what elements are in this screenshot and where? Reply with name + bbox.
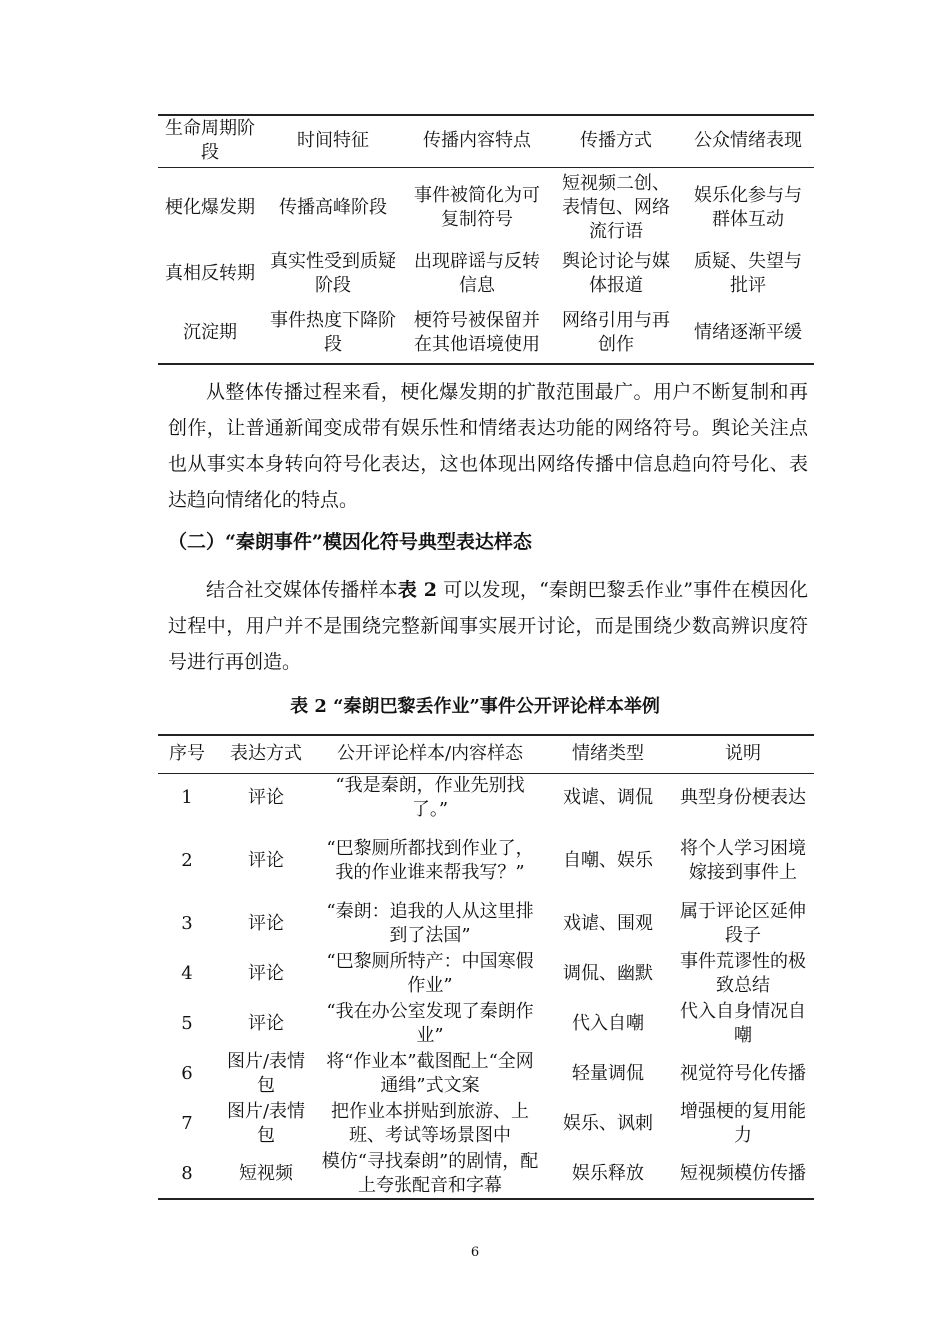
table-cell: 轻量调侃	[572, 1063, 644, 1084]
body-paragraph: 从整体传播过程来看，梗化爆发期的扩散范围最广。用户不断复制和再创作，让普通新闻变成带有娱乐性和情绪表达功能的网络符号。舆论关注点也从事实本身转向符号化表达，这也体现出网络传播中信息趋向符号化、表达趋向情绪化的特点。	[168, 381, 808, 511]
table-cell: 将个人学习困境嫁接到事件上	[680, 838, 806, 883]
table-header-cell: 序号	[158, 735, 216, 773]
table-cell: 出现辟谣与反转信息	[414, 250, 540, 296]
table-cell: 传播高峰阶段	[279, 196, 387, 218]
table-header-cell: 公开评论样本/内容样态	[316, 735, 544, 773]
table-cell: 视觉符号化传播	[680, 1063, 806, 1084]
table-cell: “我是秦朗，作业先别找了。”	[335, 775, 525, 821]
paragraph-text: 结合社交媒体传播样本	[206, 579, 398, 601]
table-cell: 评论	[248, 963, 284, 984]
table-cell: 自嘲、娱乐	[563, 850, 653, 871]
lifecycle-table	[158, 114, 814, 365]
table-cell: 2	[181, 850, 193, 871]
table-cell: 真相反转期	[165, 262, 255, 284]
table-cell: 娱乐化参与与群体互动	[694, 184, 802, 230]
table-row	[158, 167, 814, 244]
table-row	[158, 1049, 814, 1099]
paragraph-text: 可以发现，“秦朗巴黎丢作业”事件在模因化过程中，用户并不是围绕完整新闻事实展开讨论，而是围绕少数高辨识度符号进行再创造。	[168, 579, 808, 673]
comment-samples-table	[158, 734, 814, 1200]
table-cell: 6	[181, 1063, 193, 1084]
table-cell: 典型身份梗表达	[680, 787, 806, 809]
page-number: 6	[470, 1245, 480, 1260]
table-cell: 网络引用与再创作	[562, 310, 670, 355]
table-cell: 短视频二创、表情包、网络流行语	[562, 172, 670, 242]
table-cell: 模仿“寻找秦朗”的剧情，配上夸张配音和字幕	[321, 1150, 539, 1196]
table-cell: 沉淀期	[183, 322, 237, 343]
table-row	[158, 1149, 814, 1199]
table-cell: “我在办公室发现了秦朗作业”	[326, 1001, 534, 1046]
table-row	[158, 773, 814, 823]
table-cell: 图片/表情包	[226, 1051, 306, 1096]
table-row	[158, 244, 814, 304]
table-cell: 评论	[248, 787, 284, 809]
table-cell: 娱乐、讽刺	[563, 1113, 653, 1134]
table-header-cell: 表达方式	[216, 735, 316, 773]
table-cell: 调侃、幽默	[563, 963, 653, 984]
table-row	[158, 823, 814, 899]
table-cell: 事件荒谬性的极致总结	[680, 951, 806, 996]
table-header-cell: 传播内容特点	[404, 115, 550, 167]
table-row	[158, 1099, 814, 1149]
table-cell: 短视频模仿传播	[680, 1162, 806, 1184]
table-cell: 增强梗的复用能力	[680, 1101, 806, 1146]
table-reference: 表 2	[397, 579, 437, 601]
table-cell: 代入自嘲	[572, 1013, 644, 1034]
table-cell: 真实性受到质疑阶段	[270, 250, 396, 296]
table-cell: 戏谑、围观	[563, 913, 653, 934]
table-cell: 舆论讨论与媒体报道	[562, 250, 670, 296]
table-row	[158, 899, 814, 949]
table-cell: 1	[181, 787, 193, 809]
table-cell: 把作业本拼贴到旅游、上班、考试等场景图中	[331, 1101, 529, 1146]
table-cell: 评论	[248, 913, 284, 934]
table-cell: 评论	[248, 1013, 284, 1034]
table-header-row	[158, 735, 814, 773]
table-row	[158, 304, 814, 364]
table-header-cell: 传播方式	[550, 115, 682, 167]
table-cell: 娱乐释放	[572, 1162, 644, 1184]
table-cell: 事件被简化为可复制符号	[414, 184, 540, 230]
table-cell: 情绪逐渐平缓	[694, 322, 802, 343]
body-paragraph	[168, 572, 808, 680]
table-cell: 7	[181, 1113, 193, 1134]
table-cell: 短视频	[239, 1162, 293, 1184]
table-cell: 图片/表情包	[226, 1101, 306, 1146]
table-cell: 梗化爆发期	[165, 196, 255, 218]
section-heading: （二）“秦朗事件”模因化符号典型表达样态	[168, 531, 532, 553]
table-cell: “秦朗：追我的人从这里排到了法国”	[326, 901, 534, 946]
table-header-cell: 说明	[672, 735, 814, 773]
table-cell: 评论	[248, 850, 284, 871]
table-cell: 5	[181, 1013, 193, 1034]
table-cell: 3	[181, 913, 193, 934]
table-row	[158, 949, 814, 999]
table-cell: 质疑、失望与批评	[694, 250, 802, 296]
table-header-row	[158, 115, 814, 167]
table-cell: “巴黎厕所特产：中国寒假作业”	[326, 951, 534, 996]
table-cell: 戏谑、调侃	[563, 787, 653, 809]
table-cell: “巴黎厕所都找到作业了，我的作业谁来帮我写？”	[326, 838, 534, 883]
table-cell: 属于评论区延伸段子	[680, 901, 806, 946]
table-header-cell: 公众情绪表现	[682, 115, 814, 167]
table-header-cell: 生命周期阶段	[158, 115, 262, 167]
table-header-cell: 时间特征	[262, 115, 404, 167]
table-cell: 代入自身情况自嘲	[680, 1001, 806, 1046]
table-row	[158, 999, 814, 1049]
table-cell: 将“作业本”截图配上“全网通缉”式文案	[326, 1051, 534, 1096]
table-header-cell: 情绪类型	[544, 735, 672, 773]
table-cell: 事件热度下降阶段	[270, 310, 396, 355]
table-cell: 4	[181, 963, 193, 984]
table-cell: 8	[181, 1162, 193, 1184]
table-caption: 表 2 “秦朗巴黎丢作业”事件公开评论样本举例	[290, 696, 660, 717]
table-cell: 梗符号被保留并在其他语境使用	[414, 310, 540, 355]
